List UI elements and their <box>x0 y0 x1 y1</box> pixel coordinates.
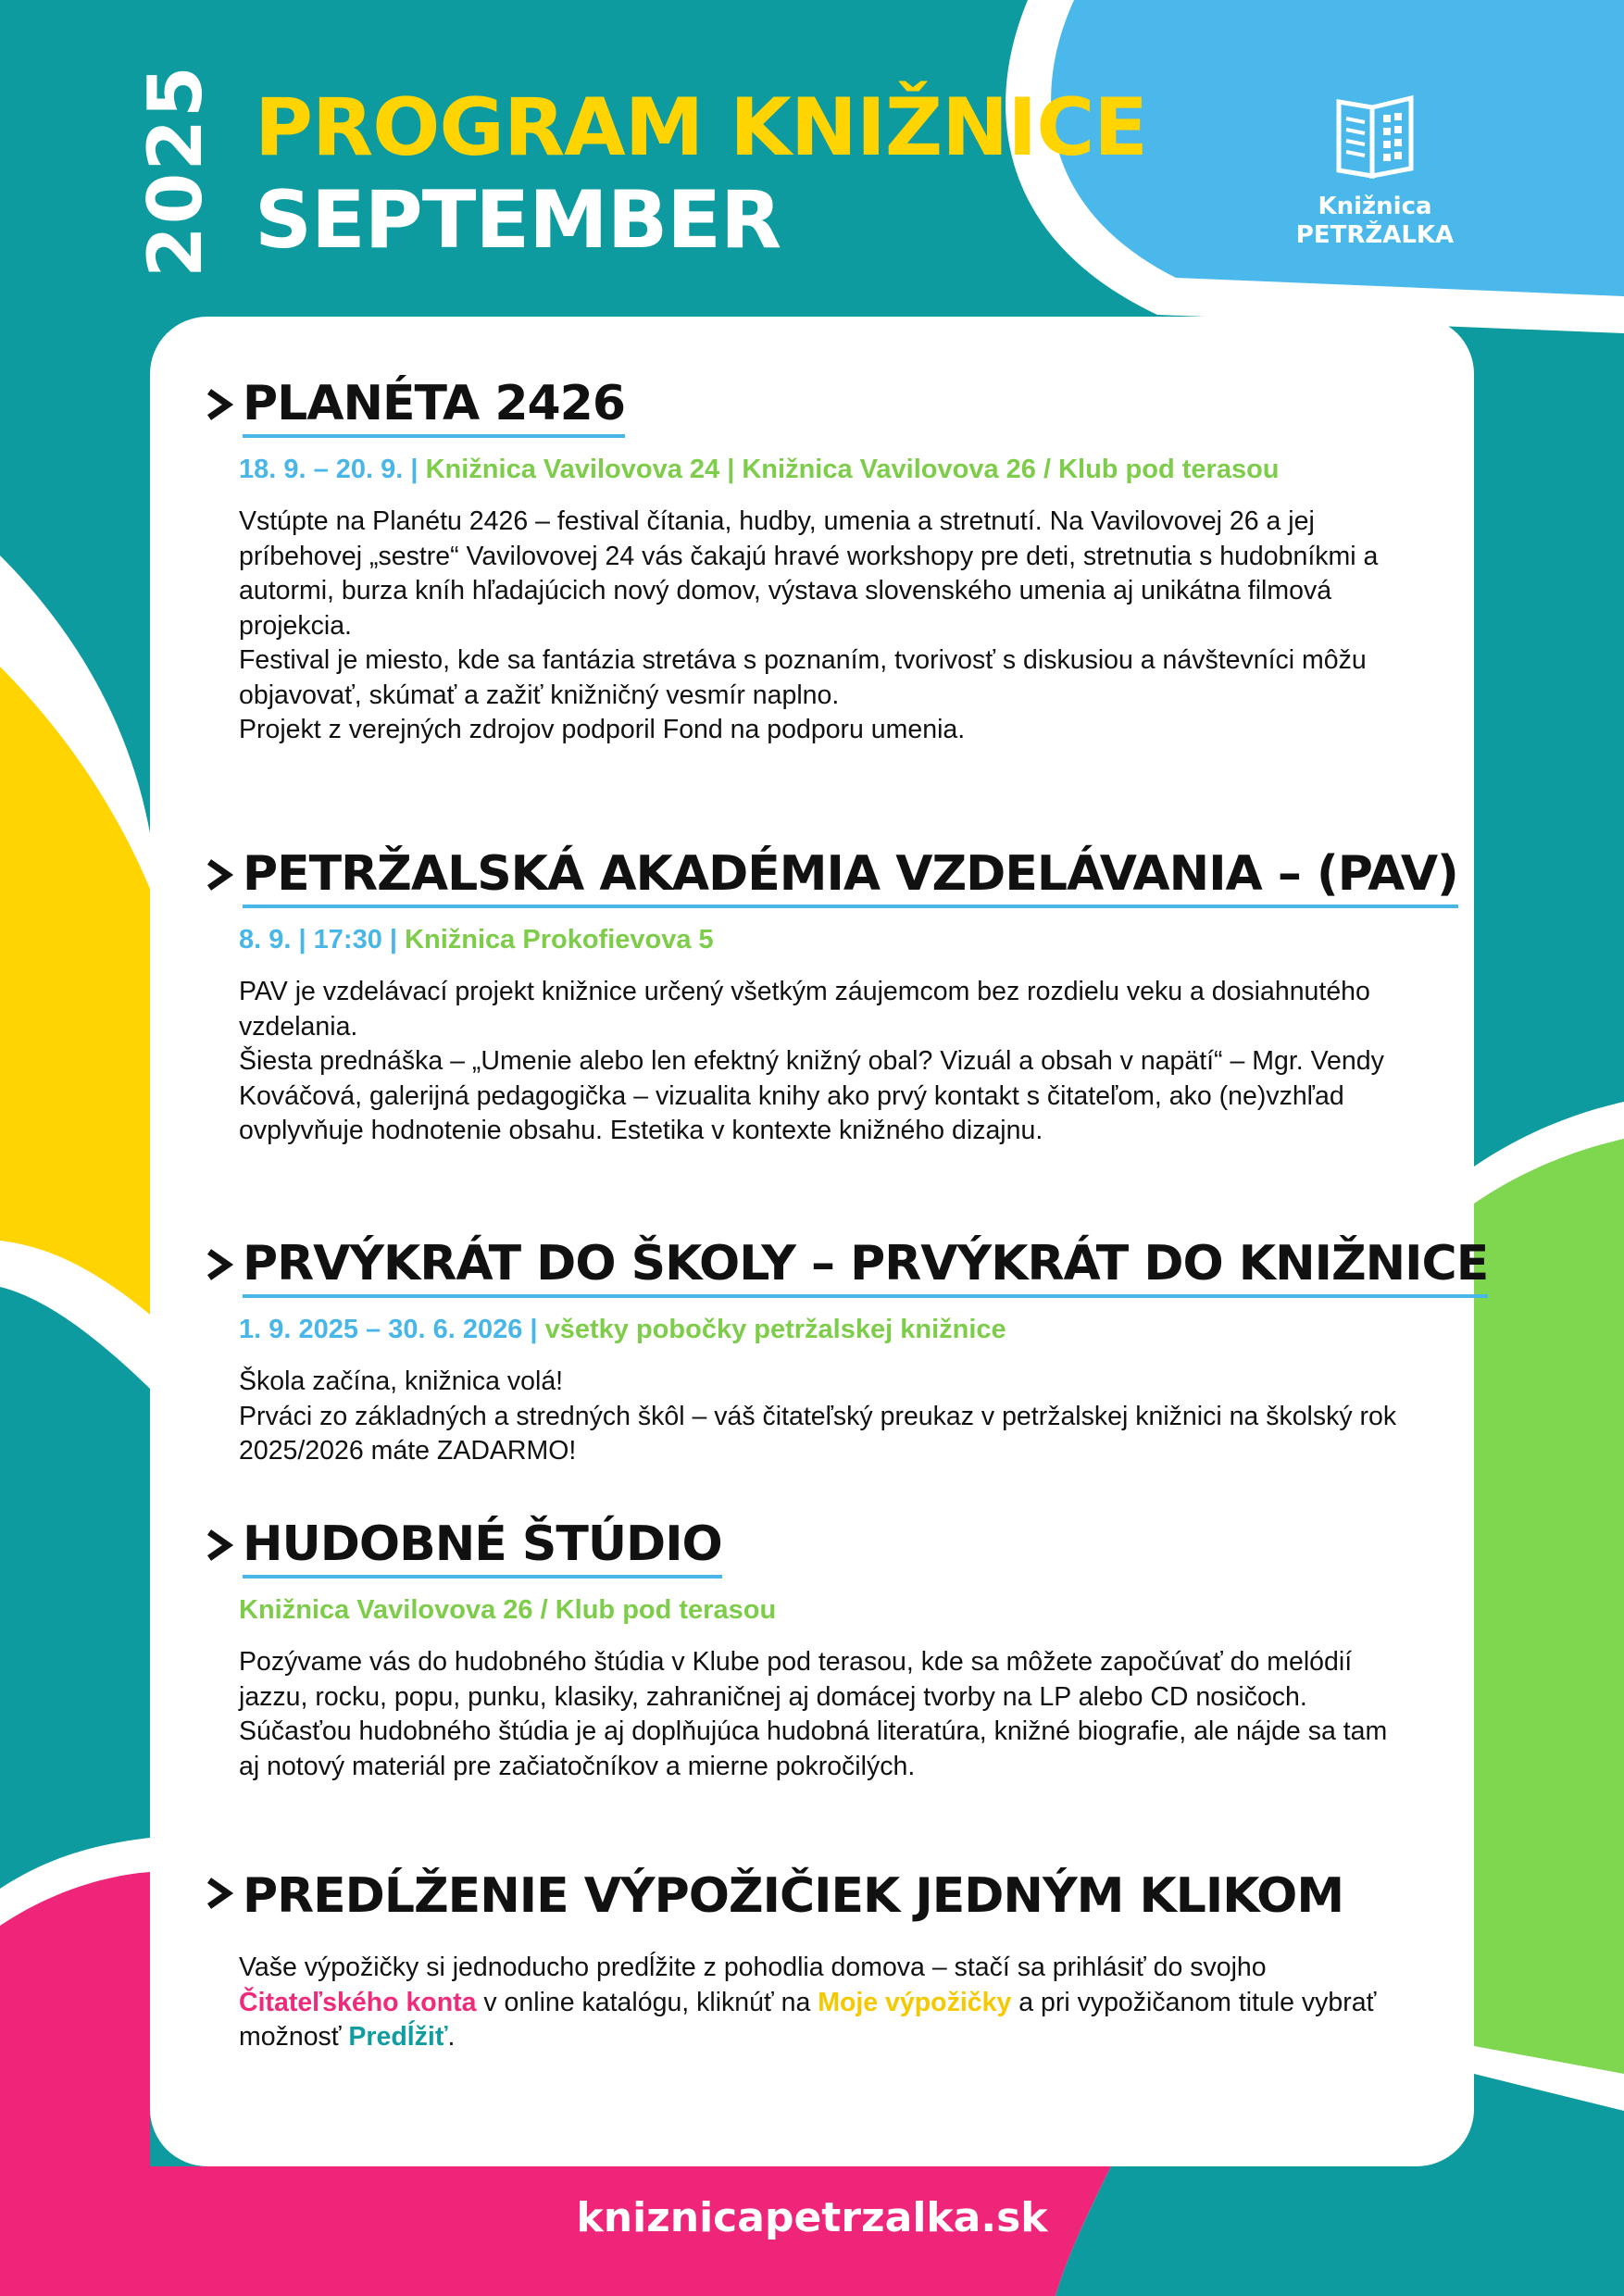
chevron-right-icon <box>202 856 237 893</box>
section-meta <box>239 451 1405 488</box>
section-body <box>239 975 1405 1149</box>
chevron-right-icon <box>202 1875 237 1912</box>
chevron-right-icon <box>202 1246 237 1283</box>
meta-date: 1. 9. 2025 – 30. 6. 2026 | <box>239 1315 545 1345</box>
paragraph: Šiesta prednáška – „Umenie alebo len efektný knižný obal? Vizuál a obsah v napätí“ – Mgr. Vendy Kováčová, galerijná pedagogička – vizualita knihy ako prvý kontakt s čitateľom, ako (ne)vzhľad ovplyvňuje hodnotenie obsahu. Estetika v kontexte knižného dizajnu. <box>239 1046 1384 1146</box>
library-logo[interactable] <box>1292 94 1458 250</box>
paragraph: Pozývame vás do hudobného štúdia v Klube pod terasou, kde sa môžete započúvať do melódií jazzu, rocku, popu, punku, klasiky, zahraničnej aj domácej tvorby na LP alebo CD nosičoch. <box>239 1647 1353 1712</box>
text-part: Vaše výpožičky si jednoducho predĺžite z pohodlia domova – stačí sa prihlásiť do svojho <box>239 1953 1267 1983</box>
year-label: 2025 <box>132 64 219 278</box>
paragraph: Súčasťou hudobného štúdia je aj doplňujúca hudobná literatúra, knižné biografie, ale nájde sa tam aj notový materiál pre začiatočníkov a mierne pokročilých. <box>239 1716 1388 1781</box>
section-title: PLANÉTA 2426 <box>243 378 625 438</box>
section-prvykrat <box>202 1236 1489 1469</box>
my-loans-link[interactable]: Moje výpožičky <box>818 1987 1012 2017</box>
meta-date: 8. 9. | 17:30 | <box>239 925 406 955</box>
paragraph: Projekt z verejných zdrojov podporil Fond na podporu umenia. <box>239 715 966 745</box>
logo-line2: PETRŽALKA <box>1295 221 1455 250</box>
section-title: HUDOBNÉ ŠTÚDIO <box>243 1518 722 1578</box>
meta-date: 18. 9. – 20. 9. | <box>239 455 426 485</box>
section-body <box>239 1365 1405 1469</box>
section-meta <box>239 1591 1405 1628</box>
meta-location: všetky pobočky petržalskej knižnice <box>544 1315 1006 1345</box>
section-body <box>239 505 1405 748</box>
text-part: v online katalógu, kliknúť na <box>476 1987 818 2017</box>
program-title: PROGRAM KNIŽNICE <box>255 81 1148 174</box>
footer-website-link[interactable]: kniznicapetrzalka.sk <box>576 2194 1048 2241</box>
paragraph: Festival je miesto, kde sa fantázia stretáva s poznaním, tvorivosť s diskusiou a návštevníci môžu objavovať, skúmať a zažiť knižničný vesmír naplno. <box>239 645 1367 710</box>
account-link[interactable]: Čitateľského konta <box>239 1987 477 2017</box>
section-meta <box>239 1311 1405 1348</box>
month-title: SEPTEMBER <box>255 174 781 267</box>
section-title: PETRŽALSKÁ AKADÉMIA VZDELÁVANIA – (PAV) <box>243 848 1458 908</box>
meta-location: Knižnica Vavilovova 24 | Knižnica Vavilovova 26 / Klub pod terasou <box>425 455 1280 485</box>
section-body <box>239 1951 1405 2055</box>
logo-line1: Knižnica <box>1318 193 1432 220</box>
text-part: a pri vypožičanom titule vybrať možnosť <box>239 1987 1377 2053</box>
meta-location: Knižnica Vavilovova 26 / Klub pod terasou <box>239 1595 777 1626</box>
book-building-icon <box>1335 94 1415 180</box>
paragraph <box>239 1951 1405 2055</box>
section-meta <box>239 921 1405 958</box>
chevron-right-icon <box>202 1527 237 1564</box>
section-planeta <box>202 378 1405 748</box>
paragraph: Škola začína, knižnica volá! <box>239 1366 564 1397</box>
section-title: PREDĹŽENIE VÝPOŽIČIEK JEDNÝM KLIKOM <box>243 1868 1344 1924</box>
meta-location: Knižnica Prokofievova 5 <box>405 925 714 955</box>
chevron-right-icon <box>202 386 237 423</box>
paragraph: Vstúpte na Planétu 2426 – festival čítania, hudby, umenia a stretnutí. Na Vavilovovej 26 a jej príbehovej „sestre“ Vavilovovej 24 vás čakajú hravé workshopy pre deti, stretnutia s hudobníkmi a autormi, burza kníh hľadajúcich nový domov, výstava slovenského umenia aj unikátna filmová projekcia. <box>239 506 1379 641</box>
text-part: . <box>447 2022 456 2053</box>
section-body <box>239 1645 1405 1784</box>
paragraph: Prváci zo základných a stredných škôl – váš čitateľský preukaz v petržalskej knižnici na školský rok 2025/2026 máte ZADARMO! <box>239 1401 1397 1466</box>
paragraph: PAV je vzdelávací projekt knižnice určený všetkým záujemcom bez rozdielu veku a dosiahnutého vzdelania. <box>239 977 1370 1042</box>
renew-link[interactable]: Predĺžiť <box>348 2022 448 2053</box>
section-predlzenie <box>202 1870 1405 2055</box>
section-pav <box>202 846 1458 1149</box>
section-hudobne-studio <box>202 1518 1405 1784</box>
section-title: PRVÝKRÁT DO ŠKOLY – PRVÝKRÁT DO KNIŽNICE <box>243 1238 1488 1298</box>
